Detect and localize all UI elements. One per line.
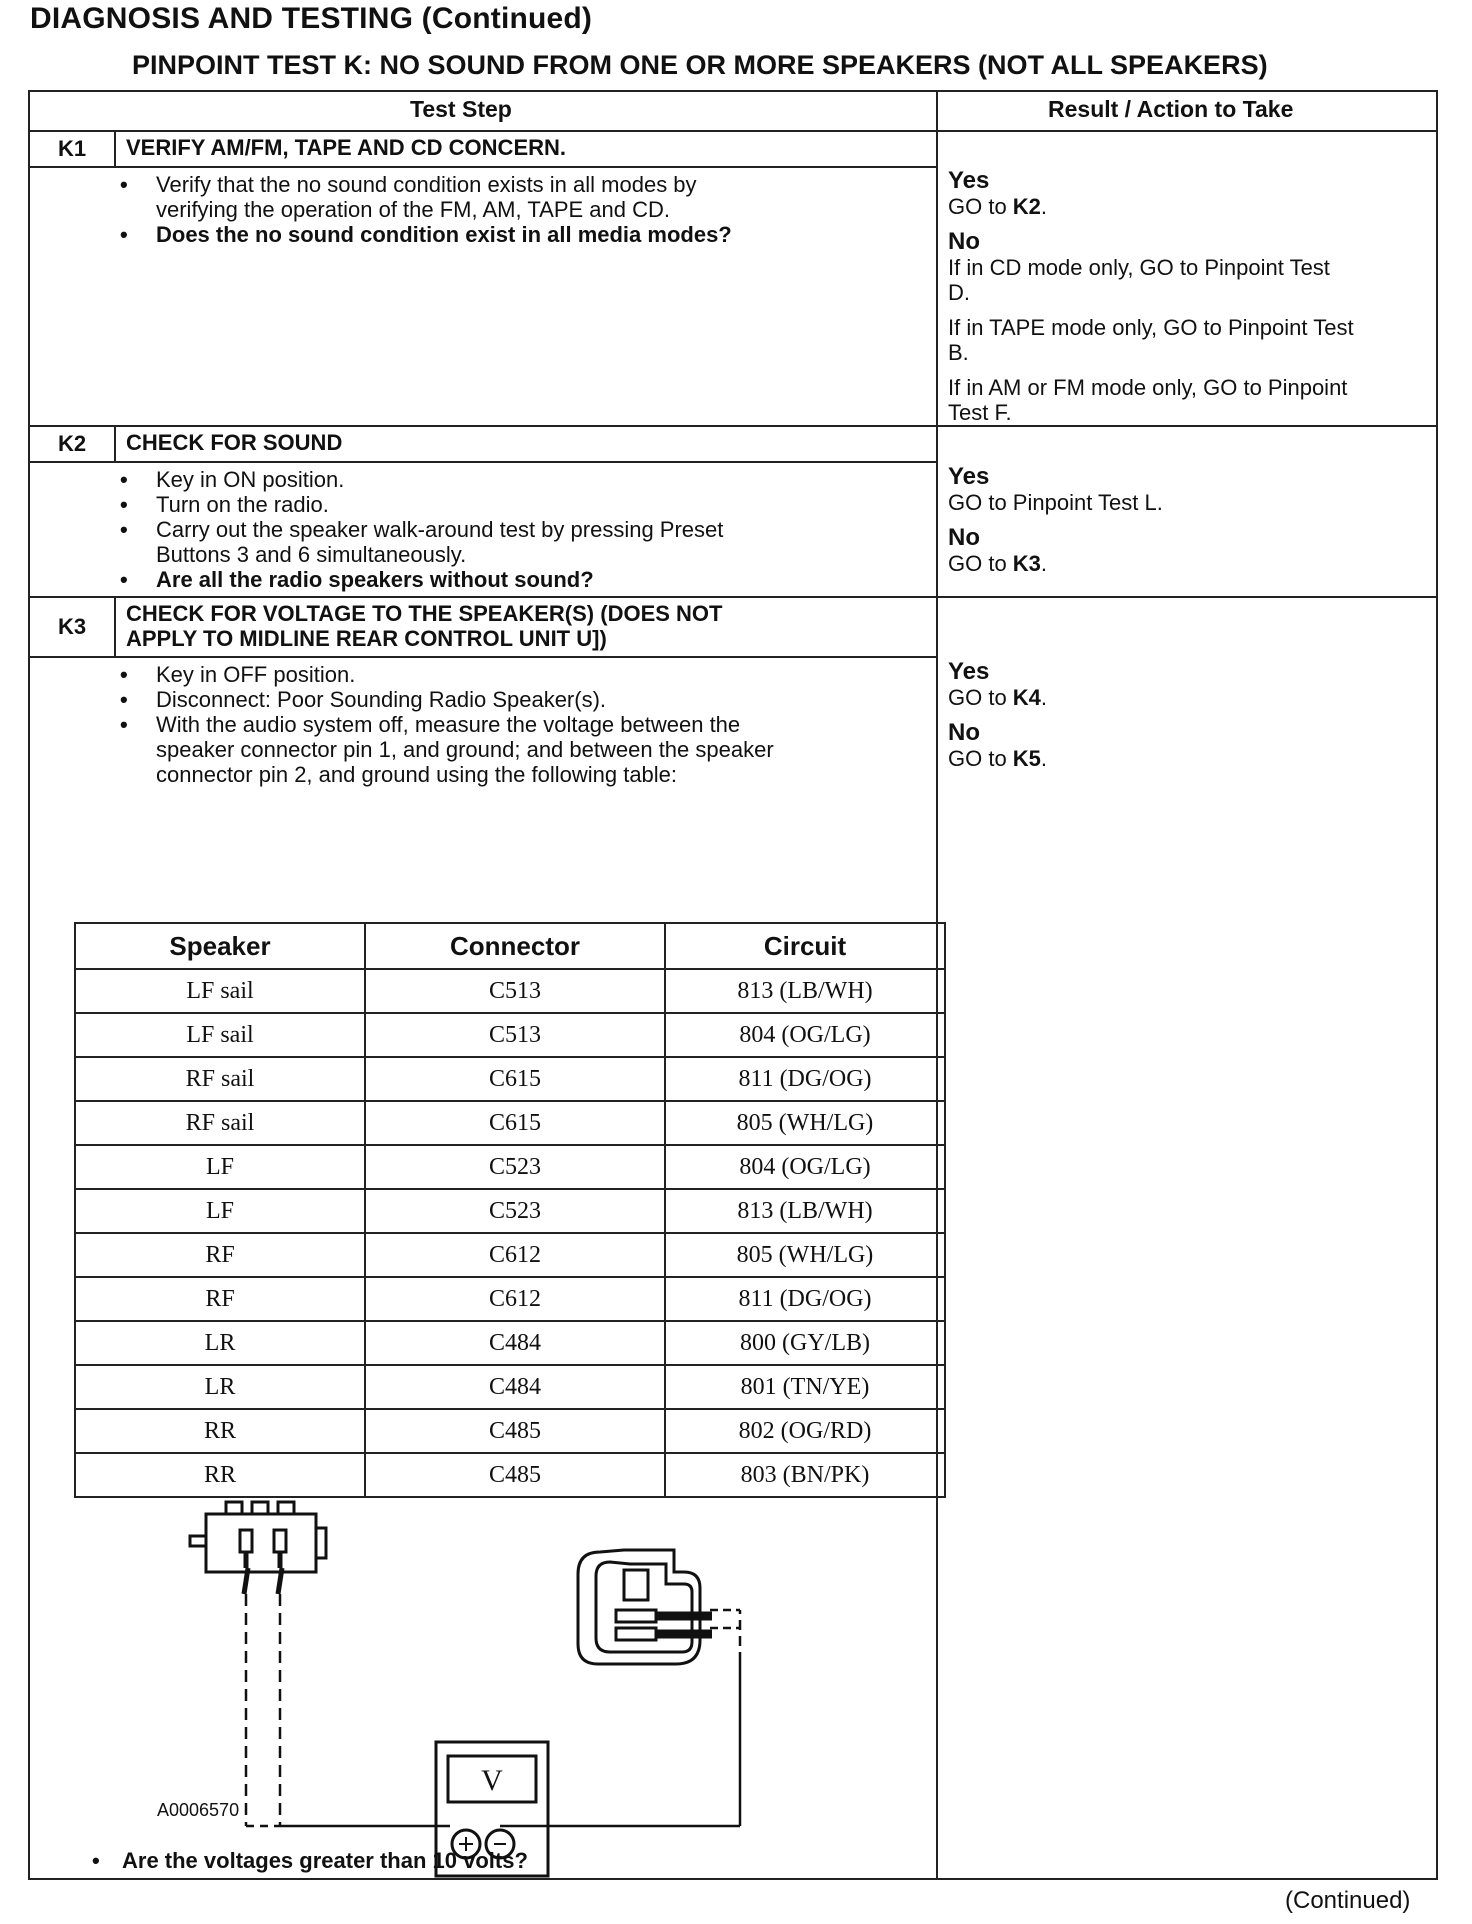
speaker-cell: LR <box>75 1321 365 1365</box>
row-divider <box>936 596 1438 598</box>
connector-cell: C513 <box>365 969 665 1013</box>
circuit-cell: 804 (OG/LG) <box>665 1013 945 1057</box>
connector-cell: C523 <box>365 1189 665 1233</box>
speaker-table-header <box>75 923 945 969</box>
bullet-item: • Turn on the radio. <box>114 492 914 517</box>
circuit-cell: 811 (DG/OG) <box>665 1057 945 1101</box>
speaker-plug-icon <box>578 1550 712 1664</box>
connector-cell: C484 <box>365 1365 665 1409</box>
bullet-item: • Key in ON position. <box>114 467 914 492</box>
result-yes-text: GO to K2. <box>948 194 1048 219</box>
table-row <box>75 1189 945 1233</box>
result-no-text: GO to K3. <box>948 551 1048 576</box>
connector-cell: C615 <box>365 1101 665 1145</box>
header-test-step: Test Step <box>410 96 512 122</box>
voltmeter-diagram <box>180 1462 760 1882</box>
step-header-k1 <box>30 130 936 168</box>
figure-id: A0006570 <box>157 1800 240 1820</box>
speaker-connector-icon <box>190 1502 326 1594</box>
col-circuit: Circuit <box>665 923 945 969</box>
circuit-cell: 804 (OG/LG) <box>665 1145 945 1189</box>
table-row <box>75 1145 945 1189</box>
result-no-label: No <box>948 228 980 255</box>
connector-cell: C513 <box>365 1013 665 1057</box>
table-row <box>75 1277 945 1321</box>
speaker-cell: RR <box>75 1453 365 1497</box>
speaker-cell: LF <box>75 1145 365 1189</box>
step-header-k3 <box>30 596 936 658</box>
results-k1: Yes GO to K2. No If in CD mode only, GO to Pinpoint Test D. If in TAPE mode only, GO to Pinpoint Test B. If in AM or FM mode only, GO to Pinpoint Test F. <box>948 168 1438 425</box>
bullet-item: • Carry out the speaker walk-around test by pressing Preset Buttons 3 and 6 simultaneously. <box>114 517 914 567</box>
row-divider <box>936 425 1438 427</box>
table-row <box>75 1057 945 1101</box>
result-yes-label: Yes <box>948 167 990 194</box>
bullet-item: • With the audio system off, measure the voltage between the speaker connector pin 1, and ground; and between the speaker connector pin 2, and ground using the following table: <box>114 712 934 787</box>
step-id: K2 <box>30 427 116 461</box>
speaker-cell: LR <box>75 1365 365 1409</box>
circuit-cell: 801 (TN/YE) <box>665 1365 945 1409</box>
step-title: CHECK FOR SOUND <box>126 430 343 455</box>
final-question: • Are the voltages greater than 10 volts? <box>122 1848 528 1874</box>
pinpoint-test-title: PINPOINT TEST K: NO SOUND FROM ONE OR MORE SPEAKERS (NOT ALL SPEAKERS) <box>132 50 1268 80</box>
circuit-cell: 803 (BN/PK) <box>665 1453 945 1497</box>
table-row <box>75 1365 945 1409</box>
result-no-label: No <box>948 524 980 551</box>
step-k2-bullets <box>114 467 914 592</box>
circuit-cell: 800 (GY/LB) <box>665 1321 945 1365</box>
circuit-cell: 813 (LB/WH) <box>665 969 945 1013</box>
bullet-question: • Does the no sound condition exist in all media modes? <box>114 222 914 247</box>
bullet-item: • Verify that the no sound condition exists in all modes by verifying the operation of the FM, AM, TAPE and CD. <box>114 172 914 222</box>
voltmeter-label: V <box>481 1764 503 1797</box>
connector-cell: C485 <box>365 1409 665 1453</box>
result-yes-label: Yes <box>948 658 990 685</box>
step-header-k2 <box>30 425 936 463</box>
table-row <box>75 969 945 1013</box>
connector-cell: C612 <box>365 1233 665 1277</box>
circuit-cell: 811 (DG/OG) <box>665 1277 945 1321</box>
circuit-cell: 802 (OG/RD) <box>665 1409 945 1453</box>
speaker-cell: RR <box>75 1409 365 1453</box>
connector-cell: C484 <box>365 1321 665 1365</box>
speaker-cell: RF sail <box>75 1057 365 1101</box>
col-speaker: Speaker <box>75 923 365 969</box>
table-header-row <box>30 92 1436 132</box>
col-connector: Connector <box>365 923 665 969</box>
speaker-cell: RF sail <box>75 1101 365 1145</box>
connector-cell: C612 <box>365 1277 665 1321</box>
speaker-cell: LF sail <box>75 969 365 1013</box>
table-row <box>75 1409 945 1453</box>
result-text: If in TAPE mode only, GO to Pinpoint Test <box>948 315 1354 340</box>
result-text: If in AM or FM mode only, GO to Pinpoint <box>948 375 1348 400</box>
table-row <box>75 1101 945 1145</box>
result-yes-text: GO to K4. <box>948 685 1048 710</box>
bullet-item: • Disconnect: Poor Sounding Radio Speaker(s). <box>114 687 934 712</box>
result-no-text: GO to K5. <box>948 746 1048 771</box>
page-title: DIAGNOSIS AND TESTING (Continued) <box>30 2 593 35</box>
result-no-label: No <box>948 719 980 746</box>
result-yes-label: Yes <box>948 463 990 490</box>
circuit-cell: 813 (LB/WH) <box>665 1189 945 1233</box>
results-k3 <box>948 659 1438 771</box>
continued-label: (Continued) <box>1285 1887 1411 1914</box>
step-id: K1 <box>30 132 116 166</box>
connector-cell: C523 <box>365 1145 665 1189</box>
header-result-action: Result / Action to Take <box>1048 96 1294 122</box>
bullet-item: • Key in OFF position. <box>114 662 934 687</box>
step-id: K3 <box>30 598 116 656</box>
step-k1-bullets <box>114 172 914 247</box>
results-k2 <box>948 464 1438 576</box>
connector-cell: C615 <box>365 1057 665 1101</box>
circuit-cell: 805 (WH/LG) <box>665 1233 945 1277</box>
speaker-cell: LF sail <box>75 1013 365 1057</box>
step-k3-bullets <box>114 662 934 787</box>
step-title: VERIFY AM/FM, TAPE AND CD CONCERN. <box>126 135 567 160</box>
result-yes-text: GO to Pinpoint Test L. <box>948 490 1163 515</box>
speaker-connector-table <box>74 922 946 1498</box>
speaker-cell: RF <box>75 1277 365 1321</box>
step-title: CHECK FOR VOLTAGE TO THE SPEAKER(S) (DOES NOT APPLY TO MIDLINE REAR CONTROL UNIT U]) <box>126 601 723 651</box>
table-row <box>75 1321 945 1365</box>
test-table <box>28 90 1438 1880</box>
speaker-cell: RF <box>75 1233 365 1277</box>
connector-cell: C485 <box>365 1453 665 1497</box>
speaker-cell: LF <box>75 1189 365 1233</box>
table-row <box>75 1233 945 1277</box>
bullet-question: • Are all the radio speakers without sound? <box>114 567 914 592</box>
result-no-text: If in CD mode only, GO to Pinpoint Test <box>948 255 1330 280</box>
circuit-cell: 805 (WH/LG) <box>665 1101 945 1145</box>
table-row <box>75 1013 945 1057</box>
